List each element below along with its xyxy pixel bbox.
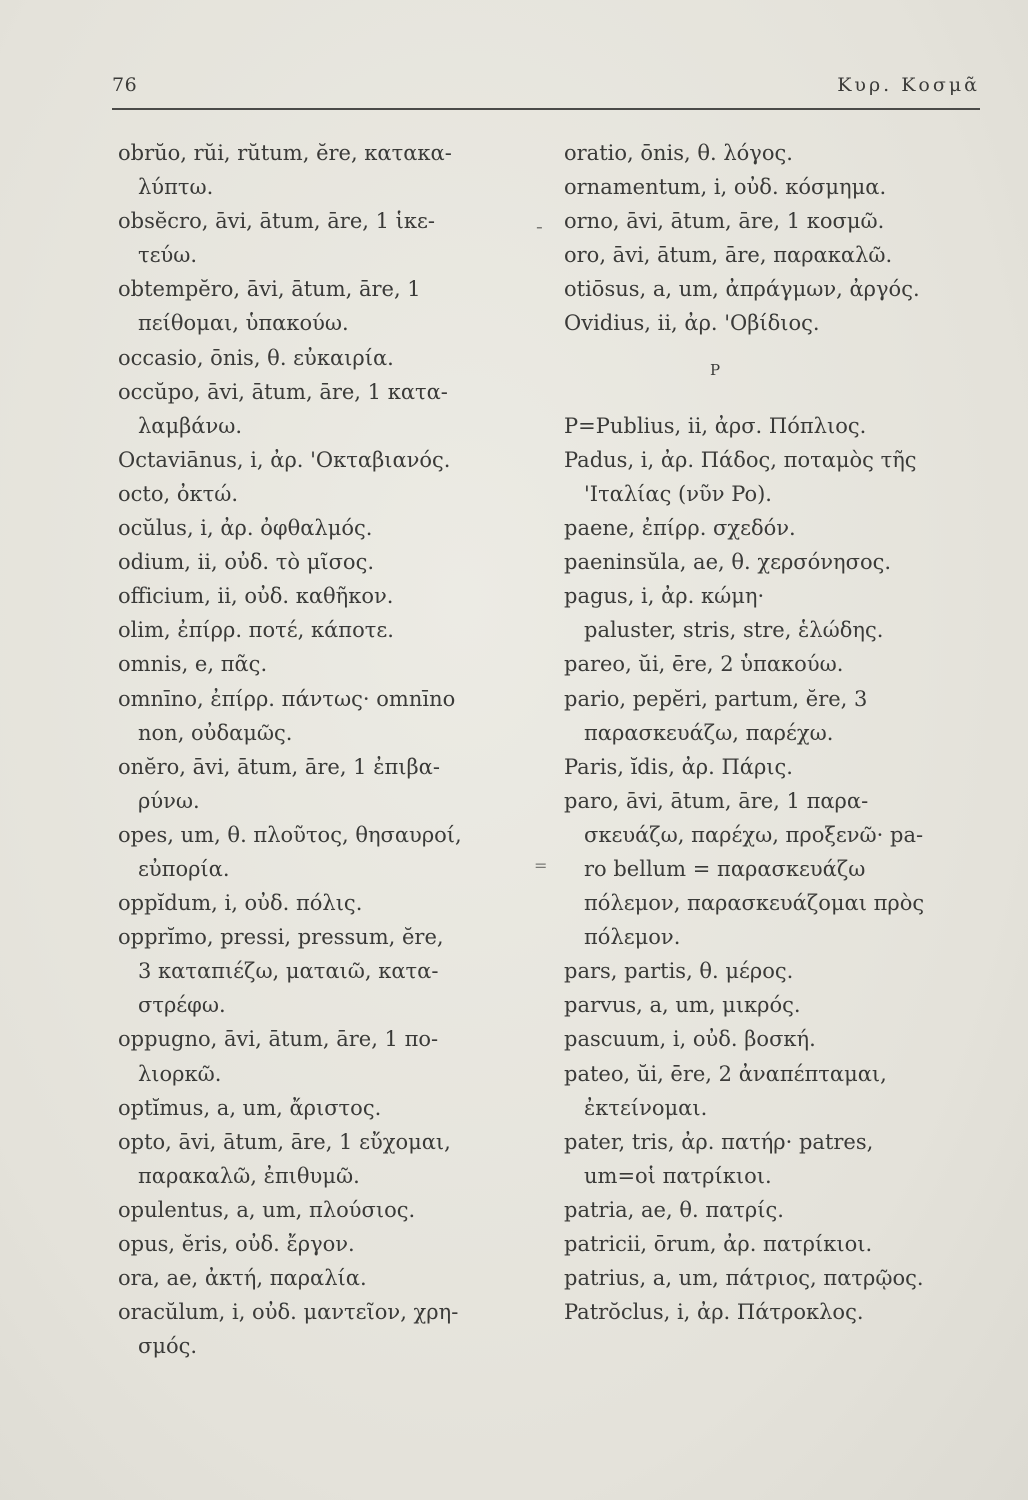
entry-line: λαμβάνω. — [138, 413, 243, 438]
entry-line: oro, āvi, ātum, āre, παρακαλῶ. — [564, 243, 893, 268]
entry-line: omnis, e, πᾶς. — [118, 652, 268, 677]
entry-line: um=οἱ πατρίκιοι. — [584, 1163, 772, 1188]
entry-line: oppĭdum, i, οὐδ. πόλις. — [118, 891, 363, 916]
entry-line: paeninsŭla, ae, θ. χερσόνησος. — [564, 550, 892, 575]
entry-line: P=Publius, ii, ἀρσ. Πόπλιος. — [564, 413, 867, 438]
entry-line: πόλεμον, παρασκευάζομαι πρὸς — [584, 891, 925, 916]
entry-line: oracŭlum, i, οὐδ. μαντεῖον, χρη- — [118, 1300, 459, 1325]
entry-line: στρέφω. — [138, 993, 226, 1018]
entry-line: ro bellum = παρασκευάζω — [584, 856, 866, 881]
entry-line: patria, ae, θ. πατρίς. — [564, 1197, 784, 1222]
entry-line: Octaviānus, i, ἀρ. 'Οκταβιανός. — [118, 447, 451, 472]
entry-line: omnīno, ἐπίρρ. πάντως· omnīno — [118, 686, 456, 711]
page-header — [112, 74, 980, 104]
entry-line: opulentus, a, um, πλούσιος. — [118, 1197, 416, 1222]
section-letter-p: P — [710, 360, 721, 379]
entry-line: πόλεμον. — [584, 925, 681, 950]
entry-line: oratio, ōnis, θ. λόγος. — [564, 141, 793, 165]
margin-dash-mark: - — [536, 214, 543, 238]
left-column — [118, 136, 536, 1363]
entry-line: ἐκτείνομαι. — [584, 1095, 708, 1120]
entry-line: oppugno, āvi, ātum, āre, 1 πο- — [118, 1027, 439, 1052]
right-column-top-entries — [564, 136, 984, 341]
entry-line: occasio, ōnis, θ. εὐκαιρία. — [118, 345, 394, 370]
entry-line: paro, āvi, ātum, āre, 1 παρα- — [564, 788, 869, 813]
entry-line: pars, partis, θ. μέρος. — [564, 959, 794, 984]
entry-line: Padus, i, ἀρ. Πάδος, ποταμὸς τῆς — [564, 447, 917, 472]
entry-line: opus, ĕris, οὐδ. ἔργον. — [118, 1232, 355, 1256]
entry-line: ornamentum, i, οὐδ. κόσμημα. — [564, 175, 887, 200]
margin-pencil-mark: = — [534, 856, 548, 875]
entry-line: onĕro, āvi, ātum, āre, 1 ἐπιβα- — [118, 754, 440, 779]
entry-line: pater, tris, ἀρ. πατήρ· patres, — [564, 1129, 874, 1154]
entry-line: orno, āvi, ātum, āre, 1 κοσμῶ. — [564, 209, 885, 234]
entry-line: pareo, ŭi, ēre, 2 ὑπακούω. — [564, 652, 844, 677]
entry-line: occŭpo, āvi, ātum, āre, 1 κατα- — [118, 379, 448, 404]
entry-line: patricii, ōrum, ἀρ. πατρίκιοι. — [564, 1232, 873, 1256]
right-column-bottom-entries — [564, 409, 984, 1330]
entry-line: parvus, a, um, μικρός. — [564, 993, 801, 1018]
entry-line: 'Ιταλίας (νῦν Po). — [584, 481, 772, 506]
right-column — [564, 136, 984, 1329]
entry-line: opto, āvi, ātum, āre, 1 εὔχομαι, — [118, 1129, 451, 1154]
running-head: Κυρ. Κοσμᾶ — [837, 74, 980, 96]
entry-line: Ovidius, ii, ἀρ. 'Οβίδιος. — [564, 311, 820, 336]
entry-line: pario, pepĕri, partum, ĕre, 3 — [564, 686, 868, 711]
entry-line: patrius, a, um, πάτριος, πατρῷος. — [564, 1266, 924, 1291]
page-number: 76 — [112, 74, 138, 96]
entry-line: Paris, ĭdis, ἀρ. Πάρις. — [564, 754, 793, 779]
entry-line: opprĭmo, pressi, pressum, ĕre, — [118, 925, 444, 950]
entry-line: σμός. — [138, 1334, 198, 1359]
entry-line: pateo, ŭi, ēre, 2 ἀναπέπταμαι, — [564, 1061, 887, 1086]
entry-line: ocŭlus, i, ἀρ. ὀφθαλμός. — [118, 516, 373, 541]
entry-line: ora, ae, ἀκτή, παραλία. — [118, 1266, 367, 1291]
header-rule — [112, 108, 980, 110]
entry-line: paluster, stris, stre, ἑλώδης. — [584, 618, 884, 643]
entry-line: odium, ii, οὐδ. τὸ μῖσος. — [118, 550, 375, 575]
entry-line: opes, um, θ. πλοῦτος, θησαυροί, — [118, 822, 462, 847]
entry-line: λύπτω. — [138, 175, 214, 200]
entry-line: Patrŏclus, i, ἀρ. Πάτροκλος. — [564, 1300, 864, 1325]
entry-line: pagus, i, ἀρ. κώμη· — [564, 584, 765, 609]
entry-line: paene, ἐπίρρ. σχεδόν. — [564, 516, 796, 541]
entry-line: officium, ii, οὐδ. καθῆκον. — [118, 584, 394, 609]
entry-line: obsĕcro, āvi, ātum, āre, 1 ἱκε- — [118, 209, 435, 234]
entry-line: otiōsus, a, um, ἀπράγμων, ἀργός. — [564, 277, 920, 302]
entry-line: optĭmus, a, um, ἄριστος. — [118, 1095, 382, 1120]
entry-line: εὐπορία. — [138, 856, 230, 881]
entry-line: παρακαλῶ, ἐπιθυμῶ. — [138, 1163, 360, 1188]
entry-line: 3 καταπιέζω, ματαιῶ, κατα- — [138, 959, 439, 984]
entry-line: octo, ὀκτώ. — [118, 481, 239, 506]
entry-line: ρύνω. — [138, 788, 200, 813]
entry-line: pascuum, i, οὐδ. βοσκή. — [564, 1027, 816, 1052]
entry-line: olim, ἐπίρρ. ποτέ, κάποτε. — [118, 618, 394, 643]
entry-line: λιορκῶ. — [138, 1061, 222, 1086]
entry-line: πείθομαι, ὑπακούω. — [138, 311, 349, 336]
entry-line: obtempĕro, āvi, ātum, āre, 1 — [118, 277, 421, 302]
entry-line: παρασκευάζω, παρέχω. — [584, 720, 834, 745]
entry-line: non, οὐδαμῶς. — [138, 720, 293, 745]
entry-line: τεύω. — [138, 243, 198, 268]
entry-line: σκευάζω, παρέχω, προξενῶ· pa- — [584, 822, 924, 847]
entry-line: obrŭo, rŭi, rŭtum, ĕre, κατακα- — [118, 141, 452, 165]
